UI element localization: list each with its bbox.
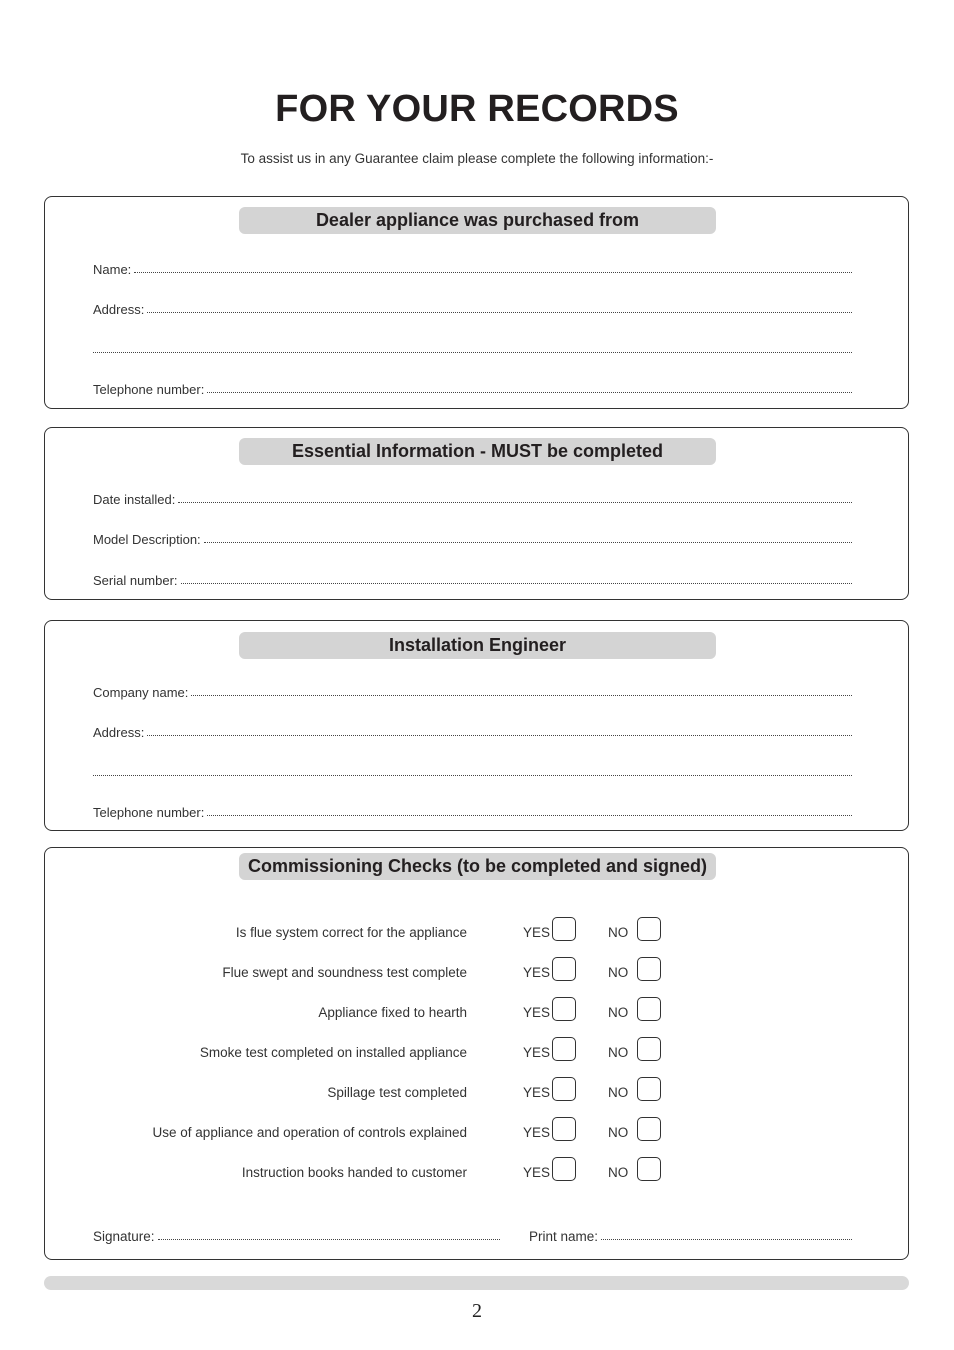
signature-field[interactable] xyxy=(93,1226,500,1244)
yes-label: YES xyxy=(523,1005,551,1020)
no-checkbox[interactable] xyxy=(637,1077,661,1101)
check-question: Flue swept and soundness test complete xyxy=(222,965,467,980)
essential-section xyxy=(44,427,909,600)
dealer-address-field[interactable] xyxy=(93,299,852,317)
dotted-line xyxy=(147,312,852,313)
dealer-name-label: Name: xyxy=(93,262,132,277)
dealer-address-label: Address: xyxy=(93,302,145,317)
yes-checkbox[interactable] xyxy=(552,957,576,981)
no-label: NO xyxy=(608,965,629,980)
commissioning-section-heading: Commissioning Checks (to be completed and signed) xyxy=(239,853,716,880)
dotted-line xyxy=(158,1239,500,1240)
no-checkbox[interactable] xyxy=(637,1157,661,1181)
no-label: NO xyxy=(608,1045,629,1060)
check-question: Appliance fixed to hearth xyxy=(318,1005,467,1020)
serial-number-label: Serial number: xyxy=(93,573,178,588)
dealer-section-heading: Dealer appliance was purchased from xyxy=(239,207,716,234)
page-number: 2 xyxy=(472,1300,482,1322)
engineer-section-heading: Installation Engineer xyxy=(239,632,716,659)
no-checkbox[interactable] xyxy=(637,997,661,1021)
dotted-line xyxy=(601,1239,852,1240)
yes-checkbox[interactable] xyxy=(552,1157,576,1181)
check-row xyxy=(45,917,910,945)
check-row xyxy=(45,1037,910,1065)
dotted-line xyxy=(134,272,852,273)
dotted-line xyxy=(181,583,852,584)
print-name-label: Print name: xyxy=(529,1229,599,1244)
check-question: Smoke test completed on installed appliance xyxy=(199,1045,467,1060)
yes-label: YES xyxy=(523,1165,551,1180)
check-row xyxy=(45,997,910,1025)
engineer-telephone-label: Telephone number: xyxy=(93,805,205,820)
no-checkbox[interactable] xyxy=(637,1037,661,1061)
engineer-address-field[interactable] xyxy=(93,722,852,740)
yes-label: YES xyxy=(523,1045,551,1060)
dealer-address-line2-field[interactable] xyxy=(93,339,852,357)
commissioning-section xyxy=(44,847,909,1260)
yes-checkbox[interactable] xyxy=(552,917,576,941)
check-row xyxy=(45,1157,910,1185)
check-question: Spillage test completed xyxy=(327,1085,467,1100)
yes-checkbox[interactable] xyxy=(552,1077,576,1101)
check-question: Use of appliance and operation of controls explained xyxy=(152,1125,467,1140)
no-label: NO xyxy=(608,1125,629,1140)
no-label: NO xyxy=(608,925,629,940)
page-title: FOR YOUR RECORDS xyxy=(275,88,679,130)
model-description-field[interactable] xyxy=(93,529,852,547)
serial-number-field[interactable] xyxy=(93,570,852,588)
yes-label: YES xyxy=(523,925,551,940)
dotted-line xyxy=(191,695,852,696)
yes-checkbox[interactable] xyxy=(552,997,576,1021)
engineer-telephone-field[interactable] xyxy=(93,802,852,820)
dotted-line xyxy=(93,775,852,776)
dotted-line xyxy=(207,815,852,816)
no-label: NO xyxy=(608,1005,629,1020)
engineer-section xyxy=(44,620,909,831)
dotted-line xyxy=(178,502,852,503)
engineer-address-label: Address: xyxy=(93,725,145,740)
company-name-field[interactable] xyxy=(93,682,852,700)
dotted-line xyxy=(147,735,852,736)
no-label: NO xyxy=(608,1165,629,1180)
dealer-section xyxy=(44,196,909,409)
engineer-address-line2-field[interactable] xyxy=(93,762,852,780)
no-label: NO xyxy=(608,1085,629,1100)
no-checkbox[interactable] xyxy=(637,957,661,981)
company-name-label: Company name: xyxy=(93,685,189,700)
model-description-label: Model Description: xyxy=(93,532,201,547)
date-installed-field[interactable] xyxy=(93,489,852,507)
date-installed-label: Date installed: xyxy=(93,492,176,507)
dealer-name-field[interactable] xyxy=(93,259,852,277)
essential-section-heading: Essential Information - MUST be completed xyxy=(239,438,716,465)
check-question: Instruction books handed to customer xyxy=(241,1165,467,1180)
check-row xyxy=(45,957,910,985)
signature-label: Signature: xyxy=(93,1229,155,1244)
check-row xyxy=(45,1077,910,1105)
dotted-line xyxy=(93,352,852,353)
yes-label: YES xyxy=(523,1085,551,1100)
page-subtitle: To assist us in any Guarantee claim please complete the following information:- xyxy=(240,151,714,166)
print-name-field[interactable] xyxy=(529,1226,852,1244)
yes-label: YES xyxy=(523,965,551,980)
dotted-line xyxy=(207,392,852,393)
yes-checkbox[interactable] xyxy=(552,1037,576,1061)
yes-label: YES xyxy=(523,1125,551,1140)
dealer-telephone-field[interactable] xyxy=(93,379,852,397)
check-row xyxy=(45,1117,910,1145)
no-checkbox[interactable] xyxy=(637,1117,661,1141)
footer-bar xyxy=(44,1276,909,1290)
dealer-telephone-label: Telephone number: xyxy=(93,382,205,397)
yes-checkbox[interactable] xyxy=(552,1117,576,1141)
no-checkbox[interactable] xyxy=(637,917,661,941)
dotted-line xyxy=(204,542,852,543)
check-question: Is flue system correct for the appliance xyxy=(235,925,467,940)
